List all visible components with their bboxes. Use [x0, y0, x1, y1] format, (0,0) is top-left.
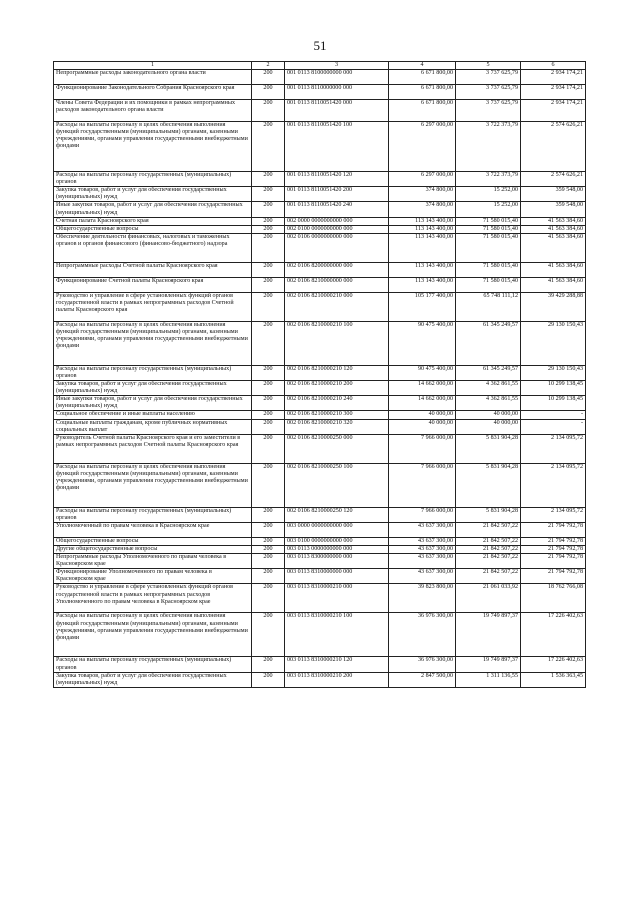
executed-amount-cell: 21 061 033,92: [456, 584, 521, 613]
expense-name-cell: Счетная палата Красноярского края: [54, 217, 252, 225]
executed-amount-cell: 4 362 861,55: [456, 396, 521, 411]
unexecuted-amount-cell: 2 934 174,21: [521, 85, 586, 100]
unexecuted-amount-cell: 2 934 174,21: [521, 70, 586, 85]
approved-amount-cell: 43 637 300,00: [389, 569, 456, 584]
header-row: [54, 62, 586, 70]
approved-amount-cell: 43 637 300,00: [389, 537, 456, 545]
line-code-cell: 200: [252, 292, 285, 321]
executed-amount-cell: 21 842 507,22: [456, 554, 521, 569]
budget-classification-cell: 002 0106 8210000210 000: [285, 292, 389, 321]
table-row: [54, 545, 586, 553]
table-row: [54, 463, 586, 507]
line-code-cell: 200: [252, 262, 285, 277]
expense-name-cell: Закупка товаров, работ и услуг для обеспечения государственных (муниципальных) нужд: [54, 672, 252, 687]
unexecuted-amount-cell: 2 134 095,72: [521, 507, 586, 522]
expense-name-cell: Другие общегосударственные вопросы: [54, 545, 252, 553]
executed-amount-cell: 71 580 015,40: [456, 217, 521, 225]
line-code-cell: 200: [252, 569, 285, 584]
table-row: [54, 233, 586, 262]
line-code-cell: 200: [252, 321, 285, 365]
table-row: [54, 85, 586, 100]
unexecuted-amount-cell: 39 429 288,88: [521, 292, 586, 321]
budget-classification-cell: 003 0113 8310000210 000: [285, 584, 389, 613]
unexecuted-amount-cell: 2 574 626,21: [521, 122, 586, 172]
executed-amount-cell: 19 749 897,37: [456, 613, 521, 657]
line-code-cell: 200: [252, 187, 285, 202]
budget-classification-cell: 002 0106 8210000210 100: [285, 321, 389, 365]
unexecuted-amount-cell: 21 794 792,78: [521, 537, 586, 545]
table-row: [54, 172, 586, 187]
line-code-cell: 200: [252, 537, 285, 545]
table-row: [54, 217, 586, 225]
approved-amount-cell: 113 143 400,00: [389, 277, 456, 292]
budget-classification-cell: 003 0113 0000000000 000: [285, 545, 389, 553]
approved-amount-cell: 113 143 400,00: [389, 262, 456, 277]
unexecuted-amount-cell: 41 563 384,60: [521, 262, 586, 277]
line-code-cell: 200: [252, 225, 285, 233]
budget-classification-cell: 002 0106 8210000250 120: [285, 507, 389, 522]
expense-name-cell: Функционирование Счетной палаты Красноярского края: [54, 277, 252, 292]
table-row: [54, 321, 586, 365]
expense-name-cell: Иные закупки товаров, работ и услуг для обеспечения государственных (муниципальных) нужд: [54, 396, 252, 411]
table-row: [54, 584, 586, 613]
table-row: [54, 381, 586, 396]
unexecuted-amount-cell: 21 794 792,78: [521, 554, 586, 569]
expense-name-cell: Расходы на выплаты персоналу в целях обеспечения выполнения функций государственными (муниципальными) органами, казенными учреждениями, органами управления государственными внебюджетными фондами: [54, 122, 252, 172]
line-code-cell: 200: [252, 277, 285, 292]
approved-amount-cell: 374 800,00: [389, 187, 456, 202]
approved-amount-cell: 6 671 800,00: [389, 100, 456, 122]
approved-amount-cell: 6 297 000,00: [389, 172, 456, 187]
budget-classification-cell: 001 0113 8110051420 240: [285, 202, 389, 217]
line-code-cell: 200: [252, 584, 285, 613]
unexecuted-amount-cell: 17 226 402,63: [521, 613, 586, 657]
table-row: [54, 122, 586, 172]
expense-name-cell: Расходы на выплаты персоналу в целях обеспечения выполнения функций государственными (муниципальными) органами, казенными учреждениями, органами управления государственными внебюджетными фондами: [54, 463, 252, 507]
line-code-cell: 200: [252, 202, 285, 217]
table-row: [54, 434, 586, 463]
executed-amount-cell: 71 580 015,40: [456, 262, 521, 277]
approved-amount-cell: 6 671 800,00: [389, 70, 456, 85]
line-code-cell: 200: [252, 172, 285, 187]
approved-amount-cell: 2 847 500,00: [389, 672, 456, 687]
table-row: [54, 396, 586, 411]
budget-classification-cell: 002 0106 0000000000 000: [285, 233, 389, 262]
line-code-cell: 200: [252, 217, 285, 225]
unexecuted-amount-cell: 18 762 766,08: [521, 584, 586, 613]
column-header-5: 5: [456, 62, 521, 70]
approved-amount-cell: 90 475 400,00: [389, 321, 456, 365]
budget-table: [53, 61, 586, 688]
executed-amount-cell: 40 000,00: [456, 411, 521, 419]
table-row: [54, 569, 586, 584]
table-row: [54, 187, 586, 202]
budget-classification-cell: 002 0106 8210000210 240: [285, 396, 389, 411]
executed-amount-cell: 61 345 249,57: [456, 365, 521, 380]
line-code-cell: 200: [252, 554, 285, 569]
expense-name-cell: Расходы на выплаты персоналу государственных (муниципальных) органов: [54, 507, 252, 522]
budget-classification-cell: 003 0113 8310000210 100: [285, 613, 389, 657]
table-row: [54, 672, 586, 687]
unexecuted-amount-cell: 2 934 174,21: [521, 100, 586, 122]
unexecuted-amount-cell: 2 134 095,72: [521, 434, 586, 463]
line-code-cell: 200: [252, 419, 285, 434]
line-code-cell: 200: [252, 396, 285, 411]
expense-name-cell: Общегосударственные вопросы: [54, 537, 252, 545]
expense-name-cell: Члены Совета Федерации и их помощники в рамках непрограммных расходов законодательного органа власти: [54, 100, 252, 122]
budget-classification-cell: 001 0113 8110051420 000: [285, 100, 389, 122]
line-code-cell: 200: [252, 672, 285, 687]
approved-amount-cell: 36 976 300,00: [389, 657, 456, 672]
budget-classification-cell: 001 0113 8110051420 100: [285, 122, 389, 172]
line-code-cell: 200: [252, 411, 285, 419]
column-header-2: 2: [252, 62, 285, 70]
line-code-cell: 200: [252, 434, 285, 463]
expense-name-cell: Расходы на выплаты персоналу в целях обеспечения выполнения функций государственными (муниципальными) органами, казенными учреждениями, органами управления государственными внебюджетными фондами: [54, 613, 252, 657]
budget-classification-cell: 003 0000 0000000000 000: [285, 522, 389, 537]
executed-amount-cell: 21 842 507,22: [456, 537, 521, 545]
table-row: [54, 419, 586, 434]
table-row: [54, 537, 586, 545]
table-row: [54, 225, 586, 233]
unexecuted-amount-cell: 41 563 384,60: [521, 277, 586, 292]
unexecuted-amount-cell: 1 536 363,45: [521, 672, 586, 687]
budget-classification-cell: 002 0106 8210000250 100: [285, 463, 389, 507]
approved-amount-cell: 43 637 300,00: [389, 554, 456, 569]
unexecuted-amount-cell: 41 563 384,60: [521, 233, 586, 262]
line-code-cell: 200: [252, 381, 285, 396]
expense-name-cell: Функционирование Уполномоченного по правам человека в Красноярском крае: [54, 569, 252, 584]
expense-name-cell: Социальные выплаты гражданам, кроме публичных нормативных социальных выплат: [54, 419, 252, 434]
budget-classification-cell: 002 0106 8210000210 320: [285, 419, 389, 434]
budget-classification-cell: 002 0106 8210000210 200: [285, 381, 389, 396]
expense-name-cell: Расходы на выплаты персоналу государственных (муниципальных) органов: [54, 172, 252, 187]
table-row: [54, 292, 586, 321]
line-code-cell: 200: [252, 657, 285, 672]
table-row: [54, 613, 586, 657]
unexecuted-amount-cell: 2 134 095,72: [521, 463, 586, 507]
approved-amount-cell: 14 662 000,00: [389, 381, 456, 396]
line-code-cell: 200: [252, 613, 285, 657]
executed-amount-cell: 21 842 507,22: [456, 545, 521, 553]
executed-amount-cell: 21 842 507,22: [456, 522, 521, 537]
column-header-4: 4: [389, 62, 456, 70]
table-row: [54, 100, 586, 122]
executed-amount-cell: 3 737 625,79: [456, 100, 521, 122]
budget-classification-cell: 002 0000 0000000000 000: [285, 217, 389, 225]
expense-name-cell: Социальное обеспечение и иные выплаты населению: [54, 411, 252, 419]
approved-amount-cell: 113 143 400,00: [389, 217, 456, 225]
approved-amount-cell: 113 143 400,00: [389, 225, 456, 233]
budget-classification-cell: 001 0113 8110051420 200: [285, 187, 389, 202]
budget-classification-cell: 002 0106 8200000000 000: [285, 262, 389, 277]
unexecuted-amount-cell: 41 563 384,60: [521, 217, 586, 225]
expense-name-cell: Иные закупки товаров, работ и услуг для обеспечения государственных (муниципальных) нужд: [54, 202, 252, 217]
budget-classification-cell: 003 0100 0000000000 000: [285, 537, 389, 545]
executed-amount-cell: 15 252,00: [456, 202, 521, 217]
table-row: [54, 262, 586, 277]
budget-classification-cell: 002 0106 8210000000 000: [285, 277, 389, 292]
page-number: 51: [313, 38, 327, 53]
line-code-cell: 200: [252, 70, 285, 85]
unexecuted-amount-cell: 21 794 792,78: [521, 522, 586, 537]
unexecuted-amount-cell: -: [521, 419, 586, 434]
line-code-cell: 200: [252, 122, 285, 172]
unexecuted-amount-cell: 21 794 792,78: [521, 545, 586, 553]
approved-amount-cell: 7 966 000,00: [389, 507, 456, 522]
line-code-cell: 200: [252, 365, 285, 380]
unexecuted-amount-cell: 2 574 626,21: [521, 172, 586, 187]
expense-name-cell: Непрограммные расходы Уполномоченного по правам человека в Красноярском крае: [54, 554, 252, 569]
line-code-cell: 200: [252, 507, 285, 522]
unexecuted-amount-cell: -: [521, 411, 586, 419]
executed-amount-cell: 3 722 373,79: [456, 172, 521, 187]
approved-amount-cell: 39 823 800,00: [389, 584, 456, 613]
unexecuted-amount-cell: 41 563 384,60: [521, 225, 586, 233]
table-row: [54, 507, 586, 522]
line-code-cell: 200: [252, 100, 285, 122]
approved-amount-cell: 90 475 400,00: [389, 365, 456, 380]
approved-amount-cell: 374 800,00: [389, 202, 456, 217]
executed-amount-cell: 3 737 625,79: [456, 85, 521, 100]
expense-name-cell: Общегосударственные вопросы: [54, 225, 252, 233]
column-header-1: 1: [54, 62, 252, 70]
expense-name-cell: Руководство и управление в сфере установленных функций органов государственной власти в рамках непрограммных расходов Счетной палаты Красноярского края: [54, 292, 252, 321]
table-row: [54, 365, 586, 380]
budget-classification-cell: 001 0113 8110051420 120: [285, 172, 389, 187]
expense-name-cell: Функционирование Законодательного Собрания Красноярского края: [54, 85, 252, 100]
executed-amount-cell: 61 345 249,57: [456, 321, 521, 365]
executed-amount-cell: 5 831 904,28: [456, 463, 521, 507]
unexecuted-amount-cell: 21 794 792,78: [521, 569, 586, 584]
expense-name-cell: Непрограммные расходы Счетной палаты Красноярского края: [54, 262, 252, 277]
unexecuted-amount-cell: 10 299 138,45: [521, 381, 586, 396]
approved-amount-cell: 40 000,00: [389, 411, 456, 419]
table-row: [54, 70, 586, 85]
executed-amount-cell: 5 831 904,28: [456, 434, 521, 463]
approved-amount-cell: 36 976 300,00: [389, 613, 456, 657]
unexecuted-amount-cell: 10 299 138,45: [521, 396, 586, 411]
executed-amount-cell: 21 842 507,22: [456, 569, 521, 584]
expense-name-cell: Закупка товаров, работ и услуг для обеспечения государственных (муниципальных) нужд: [54, 187, 252, 202]
expense-name-cell: Руководство и управление в сфере установленных функций органов государственной власти в рамках непрограммных расходов Уполномоченного по правам человека в Красноярском крае: [54, 584, 252, 613]
executed-amount-cell: 71 580 015,40: [456, 277, 521, 292]
approved-amount-cell: 14 662 000,00: [389, 396, 456, 411]
executed-amount-cell: 3 722 373,79: [456, 122, 521, 172]
executed-amount-cell: 71 580 015,40: [456, 225, 521, 233]
executed-amount-cell: 19 749 897,37: [456, 657, 521, 672]
expense-name-cell: Обеспечение деятельности финансовых, налоговых и таможенных органов и органов финансового (финансово-бюджетного) надзора: [54, 233, 252, 262]
approved-amount-cell: 105 177 400,00: [389, 292, 456, 321]
unexecuted-amount-cell: 17 226 402,63: [521, 657, 586, 672]
unexecuted-amount-cell: 29 130 150,43: [521, 365, 586, 380]
approved-amount-cell: 113 143 400,00: [389, 233, 456, 262]
budget-classification-cell: 002 0106 8210000210 300: [285, 411, 389, 419]
executed-amount-cell: 1 311 136,55: [456, 672, 521, 687]
expense-name-cell: Уполномоченный по правам человека в Красноярском крае: [54, 522, 252, 537]
budget-classification-cell: 001 0113 8100000000 000: [285, 70, 389, 85]
budget-classification-cell: 003 0113 8310000210 120: [285, 657, 389, 672]
executed-amount-cell: 71 580 015,40: [456, 233, 521, 262]
expense-name-cell: Расходы на выплаты персоналу в целях обеспечения выполнения функций государственными (муниципальными) органами, казенными учреждениями, органами управления государственными внебюджетными фондами: [54, 321, 252, 365]
executed-amount-cell: 40 000,00: [456, 419, 521, 434]
expense-name-cell: Расходы на выплаты персоналу государственных (муниципальных) органов: [54, 365, 252, 380]
line-code-cell: 200: [252, 545, 285, 553]
approved-amount-cell: 6 671 800,00: [389, 85, 456, 100]
budget-classification-cell: 002 0106 8210000210 120: [285, 365, 389, 380]
budget-classification-cell: 003 0113 8310000000 000: [285, 569, 389, 584]
expense-name-cell: Непрограммные расходы законодательного органа власти: [54, 70, 252, 85]
unexecuted-amount-cell: 359 548,00: [521, 187, 586, 202]
line-code-cell: 200: [252, 233, 285, 262]
expense-name-cell: Закупка товаров, работ и услуг для обеспечения государственных (муниципальных) нужд: [54, 381, 252, 396]
approved-amount-cell: 43 637 300,00: [389, 522, 456, 537]
line-code-cell: 200: [252, 463, 285, 507]
budget-classification-cell: 003 0113 8300000000 000: [285, 554, 389, 569]
line-code-cell: 200: [252, 85, 285, 100]
approved-amount-cell: 43 637 300,00: [389, 545, 456, 553]
budget-classification-cell: 001 0113 8110000000 000: [285, 85, 389, 100]
approved-amount-cell: 6 297 000,00: [389, 122, 456, 172]
executed-amount-cell: 5 831 904,28: [456, 507, 521, 522]
budget-classification-cell: 002 0100 0000000000 000: [285, 225, 389, 233]
executed-amount-cell: 15 252,00: [456, 187, 521, 202]
column-header-3: 3: [285, 62, 389, 70]
executed-amount-cell: 4 362 861,55: [456, 381, 521, 396]
table-row: [54, 202, 586, 217]
executed-amount-cell: 65 748 111,12: [456, 292, 521, 321]
approved-amount-cell: 40 000,00: [389, 419, 456, 434]
unexecuted-amount-cell: 359 548,00: [521, 202, 586, 217]
table-row: [54, 522, 586, 537]
table-row: [54, 277, 586, 292]
expense-name-cell: Руководитель Счетной палаты Красноярского края и его заместители в рамках непрограммных расходов Счетной палаты Красноярского края: [54, 434, 252, 463]
executed-amount-cell: 3 737 625,79: [456, 70, 521, 85]
approved-amount-cell: 7 966 000,00: [389, 434, 456, 463]
approved-amount-cell: 7 966 000,00: [389, 463, 456, 507]
table-row: [54, 411, 586, 419]
line-code-cell: 200: [252, 522, 285, 537]
expense-name-cell: Расходы на выплаты персоналу государственных (муниципальных) органов: [54, 657, 252, 672]
column-header-6: 6: [521, 62, 586, 70]
budget-classification-cell: 002 0106 8210000250 000: [285, 434, 389, 463]
unexecuted-amount-cell: 29 130 150,43: [521, 321, 586, 365]
table-row: [54, 657, 586, 672]
budget-classification-cell: 003 0113 8310000210 200: [285, 672, 389, 687]
table-row: [54, 554, 586, 569]
